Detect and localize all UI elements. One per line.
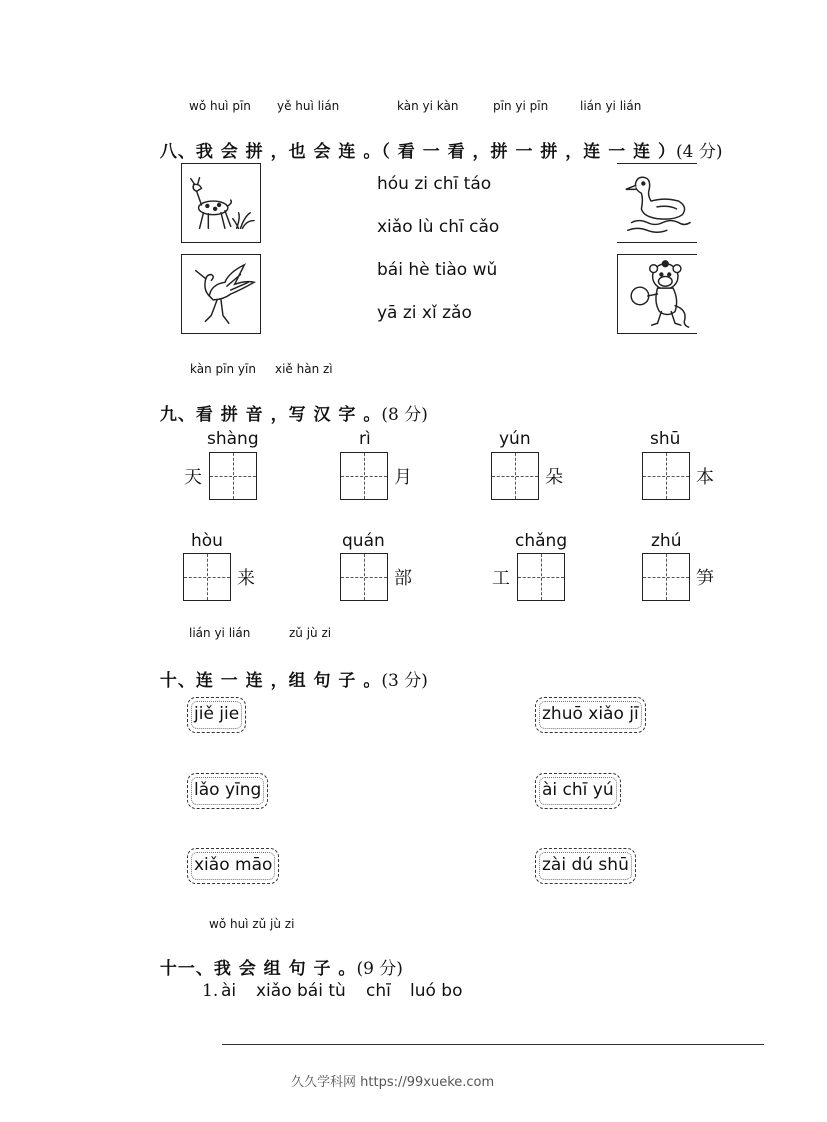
- s8-phrase-1: hóu zi chī táo: [377, 174, 492, 194]
- s11-q1-number: 1.: [202, 981, 219, 1001]
- s9-heading: [146, 380, 428, 425]
- s9-item-1-pinyin: shàng: [207, 429, 259, 449]
- s10-heading-text: 十、连 一 连 ，组 句 子 。: [159, 671, 382, 691]
- s8-pinyin-1: wǒ huì pīn: [189, 99, 251, 113]
- s9-heading-text: 九、看 拼 音 ，写 汉 字 。: [159, 405, 382, 425]
- answer-line[interactable]: [222, 1044, 764, 1045]
- s10-score: (3 分): [381, 671, 428, 691]
- s11-score: (9 分): [356, 959, 403, 979]
- s9-item-4-grid[interactable]: [642, 452, 690, 500]
- s10-right-1[interactable]: zhuō xiǎo jī: [535, 697, 646, 733]
- s9-item-1-grid[interactable]: [209, 452, 257, 500]
- s9-score: (8 分): [381, 405, 428, 425]
- s9-item-3-pinyin: yún: [499, 429, 531, 449]
- s11-heading: [146, 934, 403, 979]
- s9-item-7-char: 工: [492, 568, 510, 589]
- s9-pinyin-1: kàn pīn yīn: [190, 362, 256, 376]
- s9-item-7-pinyin: chǎng: [515, 531, 568, 551]
- s9-item-8-grid[interactable]: [642, 553, 690, 601]
- crane-icon: [182, 255, 260, 333]
- s9-item-1-char: 天: [184, 467, 202, 488]
- s8-pinyin-2: yě huì lián: [277, 99, 340, 113]
- s8-score: (4 分): [676, 142, 723, 162]
- s8-phrase-3: bái hè tiào wǔ: [377, 260, 498, 280]
- s9-item-5-pinyin: hòu: [191, 531, 223, 551]
- s9-item-5-grid[interactable]: [183, 553, 231, 601]
- s8-heading: [146, 117, 723, 162]
- s9-item-6-grid[interactable]: [340, 553, 388, 601]
- s11-pinyin: wǒ huì zǔ jù zi: [209, 917, 295, 931]
- s10-right-3[interactable]: zài dú shū: [535, 848, 636, 884]
- s9-item-2-pinyin: rì: [359, 429, 371, 449]
- duck-picture: [617, 163, 697, 243]
- s8-phrase-2: xiǎo lù chī cǎo: [377, 217, 500, 237]
- s10-pinyin-2: zǔ jù zi: [289, 626, 332, 640]
- s9-pinyin-2: xiě hàn zì: [275, 362, 333, 376]
- s10-left-2[interactable]: lǎo yīng: [187, 773, 268, 809]
- s11-q1-word-4: luó bo: [410, 981, 463, 1001]
- s10-right-2[interactable]: ài chī yú: [535, 773, 621, 809]
- s8-pinyin-5: lián yi lián: [580, 99, 642, 113]
- s9-item-2-char: 月: [394, 467, 412, 488]
- s11-heading-text: 十一、我 会 组 句 子 。: [159, 959, 357, 979]
- crane-picture: [181, 254, 261, 334]
- s11-q1-word-3: chī: [366, 981, 391, 1001]
- s9-item-5-char: 来: [237, 568, 255, 589]
- s9-item-8-char: 笋: [696, 568, 714, 589]
- monkey-picture: [617, 254, 697, 334]
- s9-item-6-pinyin: quán: [342, 531, 385, 551]
- s11-q1-word-1: ài: [221, 981, 237, 1001]
- duck-icon: [617, 164, 697, 242]
- s9-item-2-grid[interactable]: [340, 452, 388, 500]
- monkey-icon: [618, 255, 697, 333]
- deer-picture: [181, 163, 261, 243]
- s9-item-6-char: 部: [394, 568, 412, 589]
- s9-item-7-grid[interactable]: [517, 553, 565, 601]
- s9-item-3-char: 朵: [545, 467, 563, 488]
- s9-item-3-grid[interactable]: [491, 452, 539, 500]
- s9-item-8-pinyin: zhú: [651, 531, 682, 551]
- s10-left-3[interactable]: xiǎo māo: [187, 848, 279, 884]
- s11-q1-word-2: xiǎo bái tù: [256, 981, 346, 1001]
- s10-pinyin-1: lián yi lián: [189, 626, 251, 640]
- deer-icon: [182, 164, 260, 242]
- s8-phrase-4: yā zi xǐ zǎo: [377, 303, 472, 323]
- s9-item-4-pinyin: shū: [650, 429, 681, 449]
- s9-item-4-char: 本: [696, 467, 714, 488]
- s8-pinyin-3: kàn yi kàn: [397, 99, 459, 113]
- s8-heading-text: 八、我 会 拼 ，也 会 连 。（ 看 一 看 ，拼 一 拼 ，连 一 连 ）: [159, 142, 677, 162]
- s10-left-1[interactable]: jiě jie: [187, 697, 246, 733]
- s10-heading: [146, 646, 428, 691]
- footer-watermark: 久久学科网 https://99xueke.com: [291, 1075, 495, 1090]
- s8-pinyin-4: pīn yi pīn: [493, 99, 549, 113]
